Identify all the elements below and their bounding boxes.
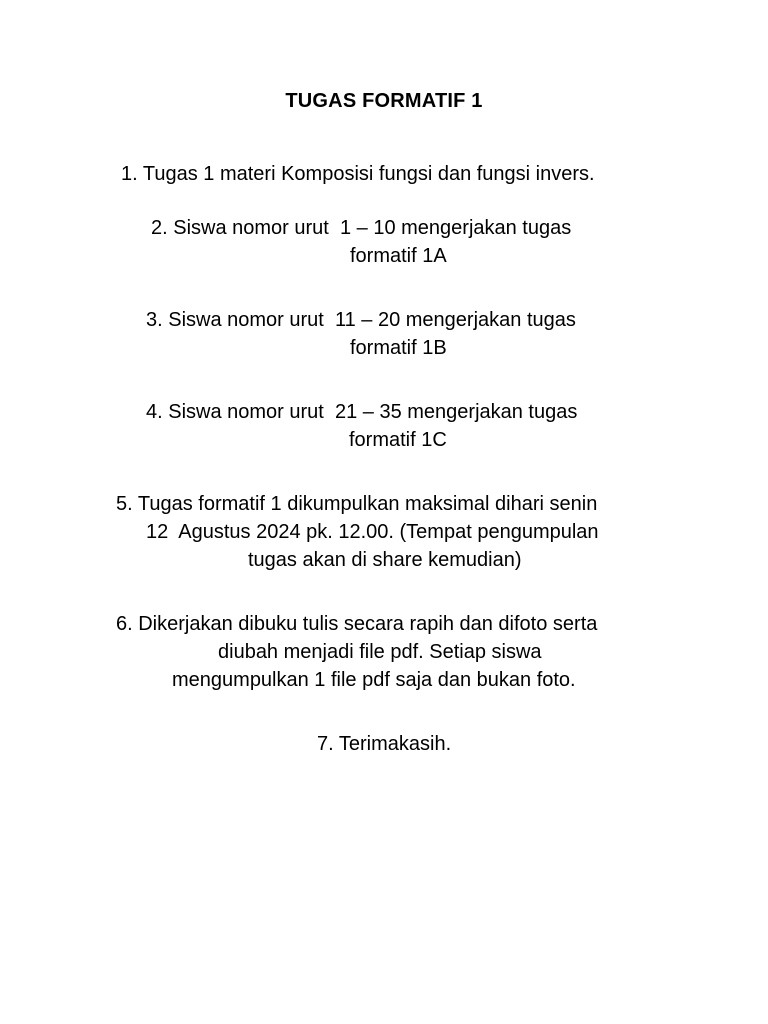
list-item-7 — [317, 730, 517, 758]
list-item-6-line-1: 6. Dikerjakan dibuku tulis secara rapih dan difoto serta — [116, 613, 598, 635]
list-item-5-line-2: 12 Agustus 2024 pk. 12.00. (Tempat pengumpulan — [146, 521, 599, 543]
list-item-5-line-1: 5. Tugas formatif 1 dikumpulkan maksimal dihari senin — [116, 493, 598, 515]
list-item-4 — [146, 398, 656, 454]
list-item-3 — [146, 306, 656, 362]
list-item-1-line-1: 1. Tugas 1 materi Komposisi fungsi dan fungsi invers. — [121, 163, 595, 185]
list-item-6 — [116, 610, 696, 694]
list-item-7-line-1: 7. Terimakasih. — [317, 733, 452, 755]
list-item-3-line-2: formatif 1B — [350, 337, 447, 359]
list-item-5 — [116, 490, 696, 574]
list-item-6-line-3: mengumpulkan 1 file pdf saja dan bukan foto. — [172, 669, 576, 691]
list-item-6-line-2: diubah menjadi file pdf. Setiap siswa — [218, 641, 542, 663]
list-item-1 — [121, 160, 681, 188]
list-item-5-line-3: tugas akan di share kemudian) — [248, 549, 522, 571]
document-title: TUGAS FORMATIF 1 — [285, 90, 483, 112]
list-item-4-line-2: formatif 1C — [349, 429, 447, 451]
list-item-2-line-2: formatif 1A — [350, 245, 447, 267]
list-item-4-line-1: 4. Siswa nomor urut 21 – 35 mengerjakan tugas — [146, 401, 578, 423]
list-item-3-line-1: 3. Siswa nomor urut 11 – 20 mengerjakan tugas — [146, 309, 576, 331]
list-item-2 — [151, 214, 651, 270]
list-item-2-line-1: 2. Siswa nomor urut 1 – 10 mengerjakan tugas — [151, 217, 572, 239]
